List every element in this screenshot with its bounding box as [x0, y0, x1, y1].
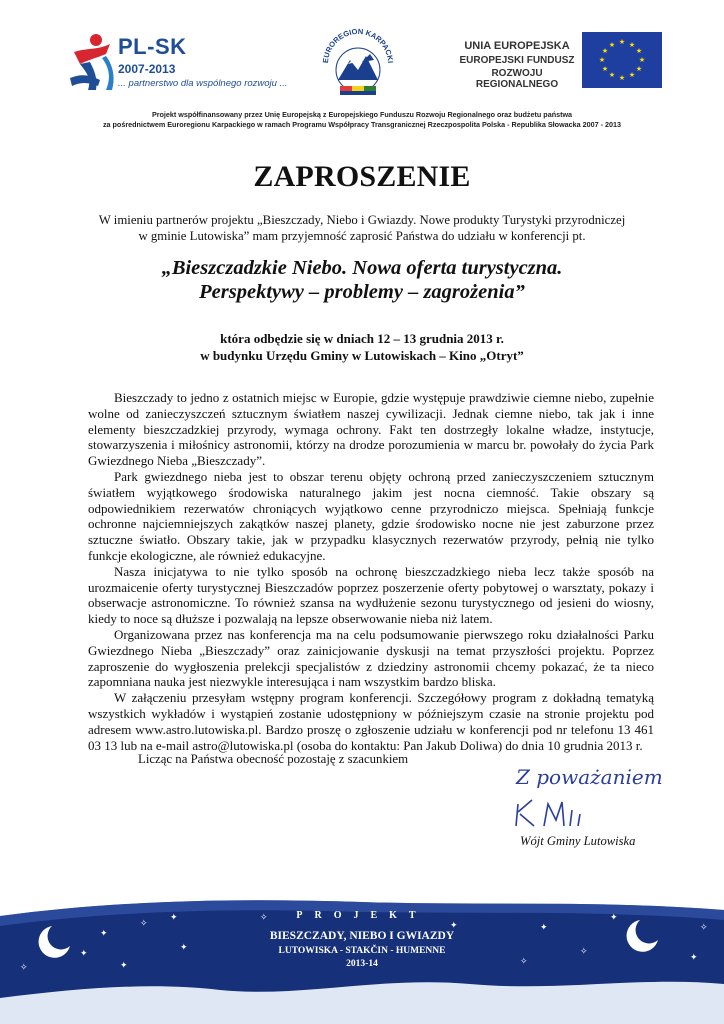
plsk-years: 2007-2013 — [118, 62, 176, 76]
svg-text:✦: ✦ — [80, 949, 88, 959]
plsk-tagline: ... partnerstwo dla wspólnego rozwoju ... — [118, 78, 288, 89]
intro — [60, 212, 664, 244]
svg-text:✧: ✧ — [140, 919, 148, 929]
svg-text:★: ★ — [628, 71, 636, 79]
body-paragraph: Organizowana przez nas konferencja ma na celu podsumowanie pierwszego roku działalności Parku Gwiezdnego Nieba „Bieszczady” oraz zainicjowanie dyskusji na temat przyszłości projektu. Poprzez zaproszenie do wygłoszenia prelekcji specjalistów z dziedziny astronomii chcemy pokazać, że ta nieco zapomniana nauka jest niezwykle interesująca i nam wszystkim bardzo bliska. — [88, 626, 654, 690]
svg-text:★: ★ — [635, 47, 643, 55]
eu-logo-block — [458, 38, 658, 98]
svg-text:✦: ✦ — [540, 923, 548, 933]
cofinancing-line2: za pośrednictwem Euroregionu Karpackiego w ramach Programu Współpracy Transgranicznej Rzeczpospolita Polska - Republika Słowacka 2007 - 2013 — [102, 120, 622, 129]
svg-text:✦: ✦ — [610, 913, 618, 923]
svg-text:✦: ✦ — [170, 913, 178, 923]
svg-text:✧: ✧ — [520, 957, 528, 967]
svg-text:★: ★ — [601, 47, 609, 55]
svg-text:★: ★ — [628, 41, 636, 49]
cofinancing-notice — [0, 110, 724, 130]
plsk-title: PL-SK — [118, 34, 187, 59]
svg-text:✦: ✦ — [690, 953, 698, 963]
footer-banner — [0, 880, 724, 1024]
letter-body — [88, 390, 654, 753]
footer-project-name: BIESZCZADY, NIEBO I GWIAZDY — [269, 930, 455, 942]
euroregion-logo — [318, 20, 398, 102]
event-date: która odbędzie się w dniach 12 – 13 grudnia 2013 r. — [220, 331, 504, 346]
svg-text:★: ★ — [638, 56, 646, 64]
svg-text:✧: ✧ — [20, 963, 28, 973]
footer-project-label: PROJEKT — [296, 910, 428, 921]
plsk-figure-icon — [66, 30, 116, 98]
eu-line2: EUROPEJSKI FUNDUSZ — [459, 55, 575, 66]
intro-line2: w gminie Lutowiska” mam przyjemność zaprosić Państwa do udziału w konferencji pt. — [138, 229, 586, 243]
svg-text:✧: ✧ — [260, 913, 268, 923]
svg-text:★: ★ — [608, 71, 616, 79]
cofinancing-line1: Projekt współfinansowany przez Unię Europejską z Europejskiego Funduszu Rozwoju Regionalnego oraz budżetu państwa — [151, 110, 573, 119]
svg-text:★: ★ — [635, 65, 643, 73]
svg-text:★: ★ — [601, 65, 609, 73]
page-title: ZAPROSZENIE — [253, 160, 471, 193]
closing-line: Licząc na Państwa obecność pozostaję z szacunkiem — [138, 752, 409, 766]
event-title-line2: Perspektywy – problemy – zagrożenia” — [199, 281, 525, 303]
svg-text:★: ★ — [598, 56, 606, 64]
svg-text:✦: ✦ — [100, 929, 108, 939]
eu-line1: UNIA EUROPEJSKA — [464, 40, 570, 52]
body-paragraph: Bieszczady to jedno z ostatnich miejsc w Europie, gdzie występuje prawdziwie ciemne niebo, zupełnie wolne od zanieczyszczeń sztucznym światłem naszej cywilizacji. Jednak ciemne niebo, tak jak i inne elementy bieszczadzkiej przyrody, wymaga ochrony. Fakt ten dostrzegły lokalne władze, instytucje, stowarzyszenia i miłośnicy astronomii, którzy na drodze porozumienia w marcu br. powołały do życia Park Gwiezdnego Nieba „Bieszczady”. — [88, 390, 654, 469]
intro-line1: W imieniu partnerów projektu „Bieszczady, Niebo i Gwiazdy. Nowe produkty Turystyki przyrodniczej — [98, 213, 626, 227]
body-paragraph: Nasza inicjatywa to nie tylko sposób na ochronę bieszczadzkiego nieba lecz także sposób na urozmaicenie oferty turystycznej Bieszczadów poprzez poszerzenie oferty pobytowej o warsztaty, pokazy i obserwacje astronomiczne. To również szansa na wydłużenie sezonu turystycznego od jesieni do wiosny, kiedy to noce są dłuższe i pozwalają na lepsze obserwowanie nieba niż latem. — [88, 563, 654, 627]
event-details — [60, 330, 664, 364]
euroregion-emblem-icon — [318, 20, 398, 102]
svg-text:✧: ✧ — [580, 947, 588, 957]
svg-text:★: ★ — [618, 74, 626, 82]
svg-text:★: ★ — [608, 41, 616, 49]
eu-flag-icon — [582, 32, 662, 88]
footer-partners: LUTOWISKA - STAKČIN - HUMENNE — [278, 946, 446, 956]
svg-text:★: ★ — [618, 38, 626, 46]
svg-text:✦: ✦ — [120, 961, 128, 971]
svg-text:Z poważaniem: Z poważaniem — [516, 765, 663, 789]
body-paragraph: Park gwiezdnego nieba jest to obszar terenu objęty ochroną przed zanieczyszczeniem sztucznym światłem wyjątkowego środowiska naturalnego jakim jest nocna ciemność. Takie obszary są odpowiednikiem rezerwatów chroniących wyjątkowo cenne przyrodniczo miejsca. Spełniają funkcje ochronne najciemniejszych zakątków naszej planety, gdzie środowisko nocne nie jest zaburzone przez sztuczne światło. Obszary takie, jak w przypadku klasycznych rezerwatów przyrody, pełnią nie tylko funkcje ekologiczne, ale również edukacyjne. — [88, 468, 654, 563]
svg-text:✦: ✦ — [180, 943, 188, 953]
signatory-title: Wójt Gminy Lutowiska — [520, 834, 636, 848]
plsk-logo — [66, 30, 288, 100]
eu-line3: ROZWOJU REGIONALNEGO — [475, 68, 559, 90]
svg-text:✧: ✧ — [700, 923, 708, 933]
footer-years: 2013-14 — [346, 959, 378, 969]
body-paragraph: W załączeniu przesyłam wstępny program konferencji. Szczegółowy program z dokładną tematyką wszystkich wykładów i wystąpień zostanie udostępniony w późniejszym czasie na stronie projektu pod adresem www.astro.lutowiska.pl. Bardzo proszę o zgłoszenie udziału w konferencji pod nr telefonu 13 461 03 13 lub na e-mail astro@lutowiska.pl (osoba do kontaktu: Pan Jakub Doliwa) do dnia 10 grudnia 2013 r. — [88, 690, 654, 753]
event-venue: w budynku Urzędu Gminy w Lutowiskach – Kino „Otryt” — [200, 348, 524, 363]
handwritten-signature — [510, 760, 710, 832]
svg-text:✦: ✦ — [450, 921, 458, 931]
event-title-line1: „Bieszczadzkie Niebo. Nowa oferta turystyczna. — [161, 257, 563, 279]
euroregion-label: EUROREGION KARPACKI — [320, 26, 395, 64]
event-title — [60, 256, 664, 304]
